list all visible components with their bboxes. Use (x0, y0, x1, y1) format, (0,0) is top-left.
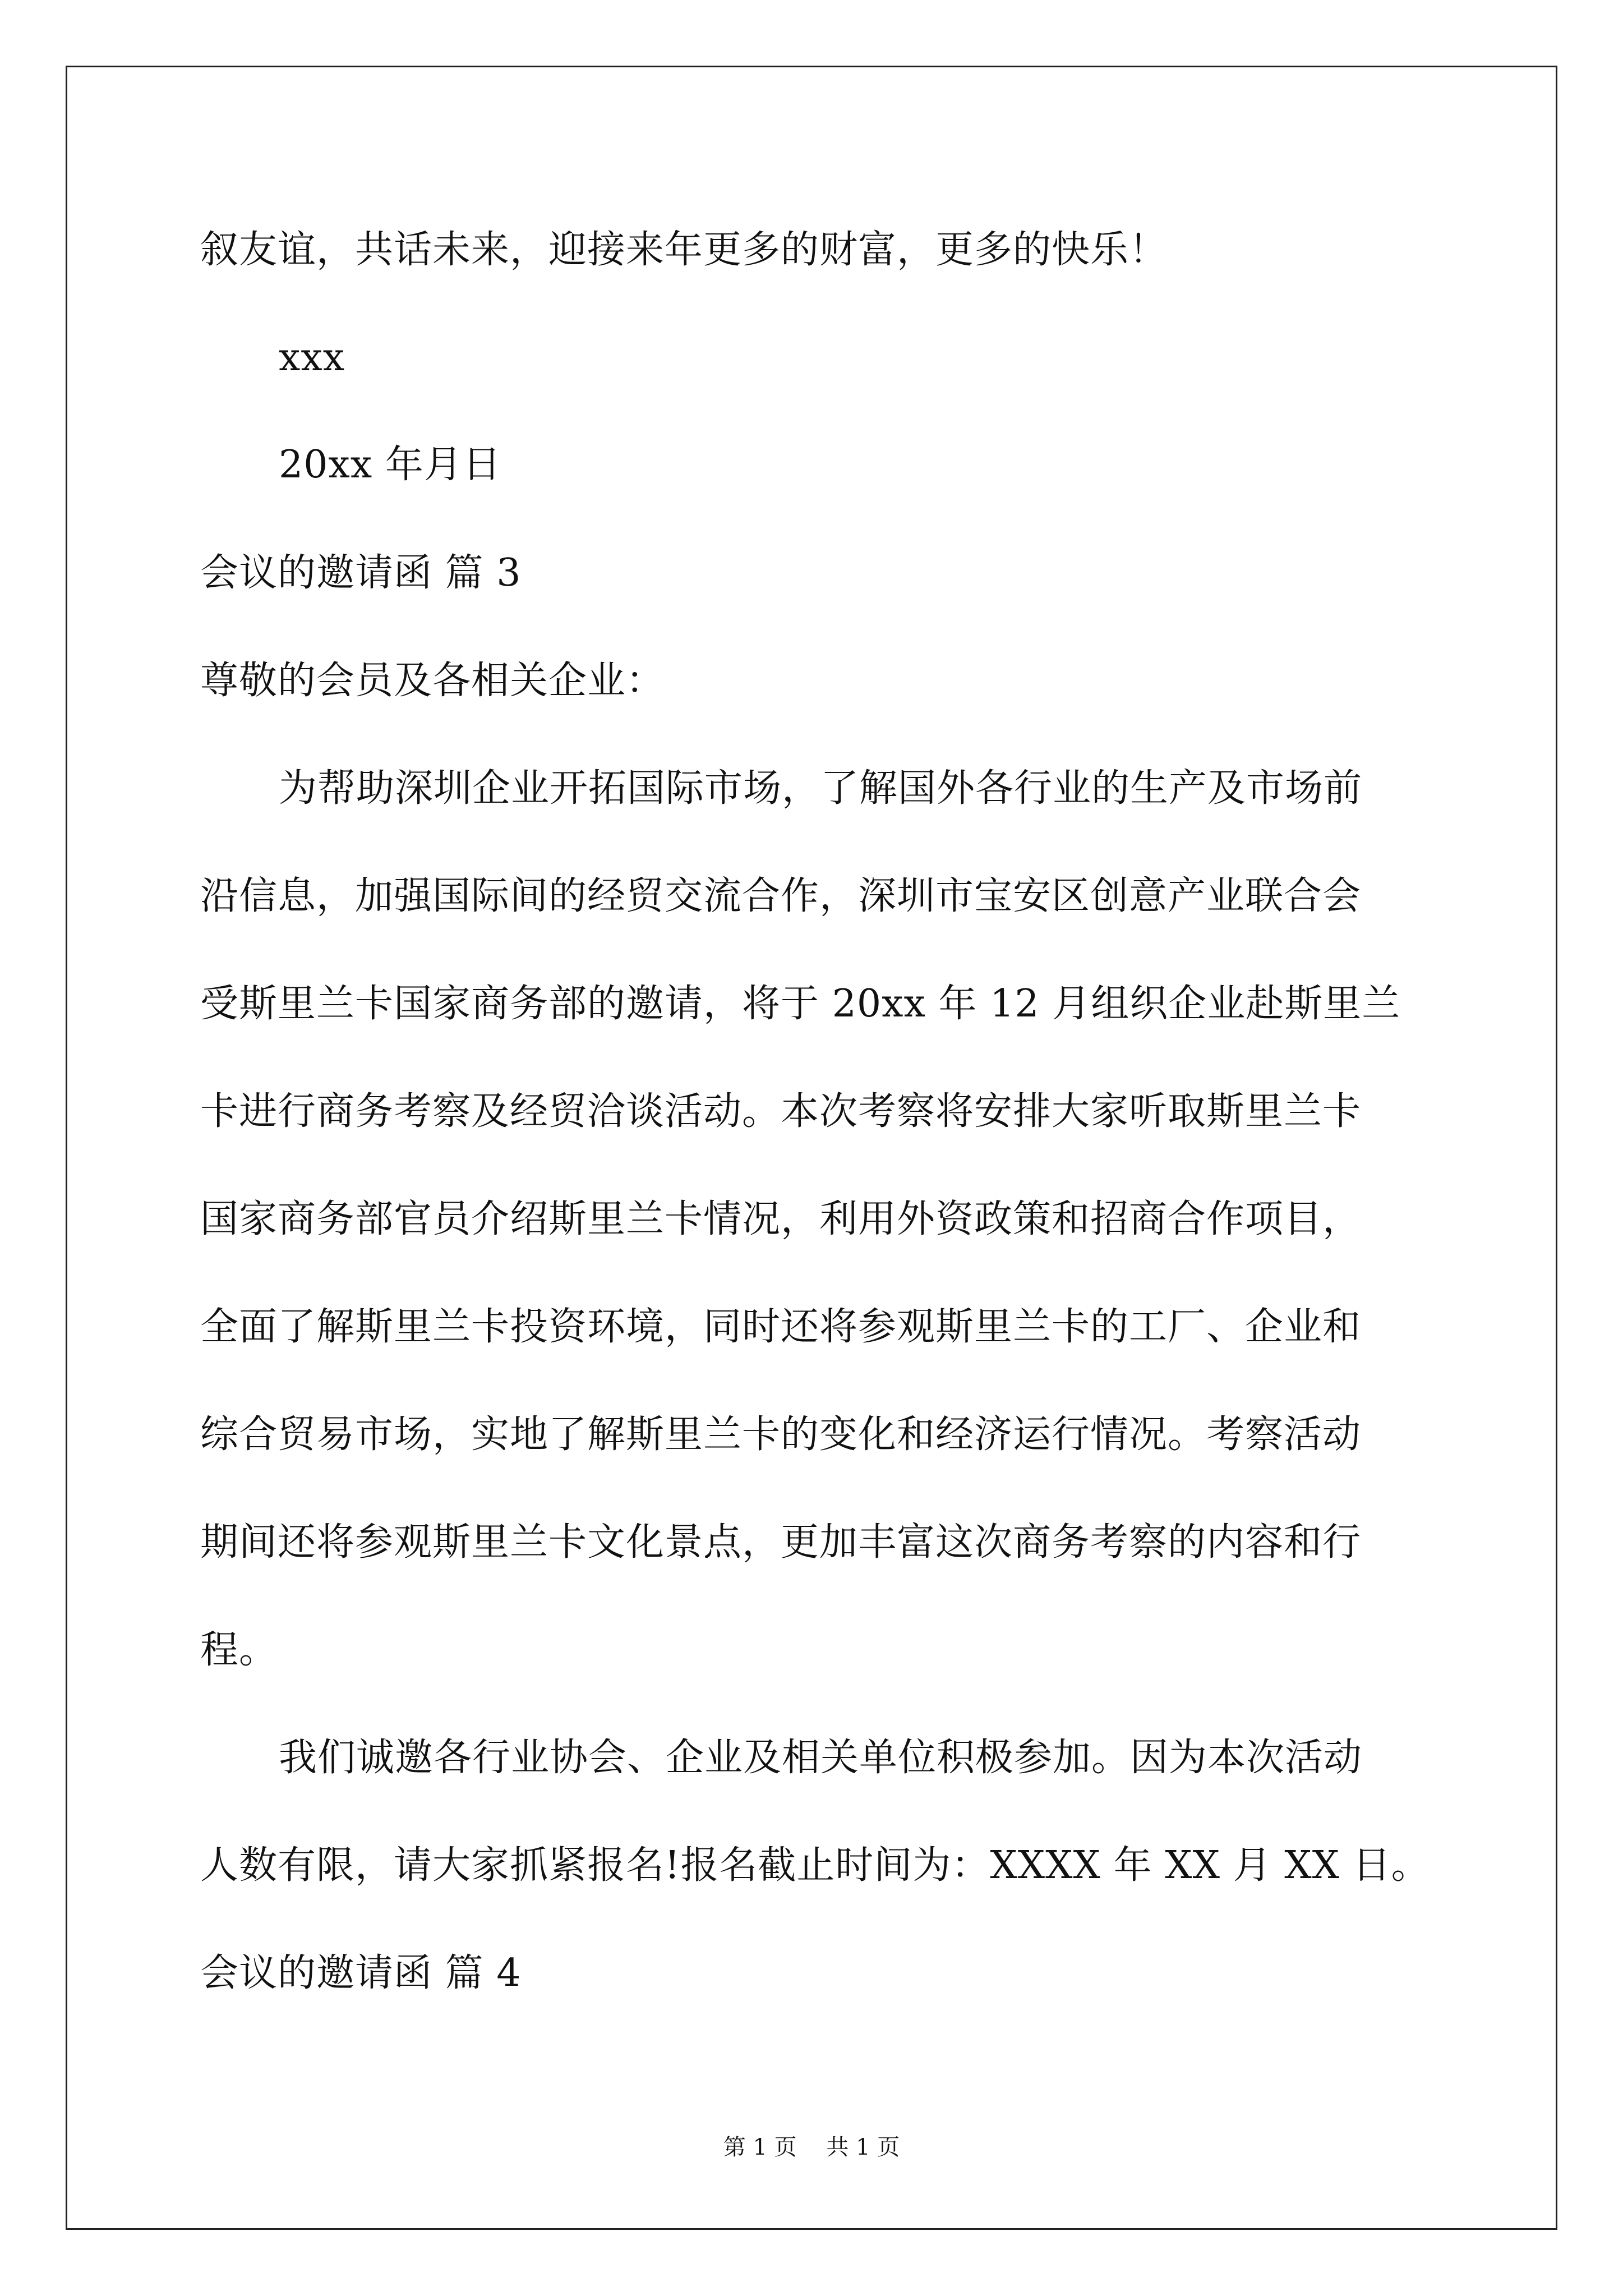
paragraph-line: 期间还将参观斯里兰卡文化景点，更加丰富这次商务考察的内容和行 (200, 1520, 1362, 1565)
section-heading: 会议的邀请函 篇 4 (200, 1951, 522, 1995)
signature-date: 20xx 年月日 (279, 443, 501, 487)
paragraph-line: 全面了解斯里兰卡投资环境，同时还将参观斯里兰卡的工厂、企业和 (200, 1305, 1362, 1349)
paragraph-line: 为帮助深圳企业开拓国际市场，了解国外各行业的生产及市场前 (279, 766, 1363, 811)
page-footer (0, 2136, 1623, 2159)
paragraph-line: 受斯里兰卡国家商务部的邀请，将于 20xx 年 12 月组织企业赴斯里兰 (200, 982, 1401, 1026)
page-total: 共 1 页 (826, 2134, 900, 2160)
paragraph-line: 综合贸易市场，实地了解斯里兰卡的变化和经济运行情况。考察活动 (200, 1412, 1362, 1457)
page-border (66, 66, 1557, 2230)
paragraph-line: 程。 (200, 1628, 278, 1672)
salutation: 尊敬的会员及各相关企业： (200, 659, 665, 703)
paragraph-line: 卡进行商务考察及经贸洽谈活动。本次考察将安排大家听取斯里兰卡 (200, 1089, 1362, 1134)
paragraph-line: 人数有限，请大家抓紧报名!报名截止时间为：XXXX 年 XX 月 XX 日。 (200, 1843, 1430, 1888)
paragraph-line: 我们诚邀各行业协会、企业及相关单位积极参加。因为本次活动 (279, 1736, 1363, 1780)
paragraph-line: 沿信息，加强国际间的经贸交流合作，深圳市宝安区创意产业联合会 (200, 874, 1362, 918)
page-number: 第 1 页 (723, 2134, 797, 2160)
signature-name: xxx (279, 335, 345, 380)
paragraph-line: 国家商务部官员介绍斯里兰卡情况，利用外资政策和招商合作项目， (200, 1197, 1362, 1241)
paragraph-line: 叙友谊，共话未来，迎接来年更多的财富，更多的快乐！ (200, 228, 1168, 272)
section-heading: 会议的邀请函 篇 3 (200, 551, 522, 595)
